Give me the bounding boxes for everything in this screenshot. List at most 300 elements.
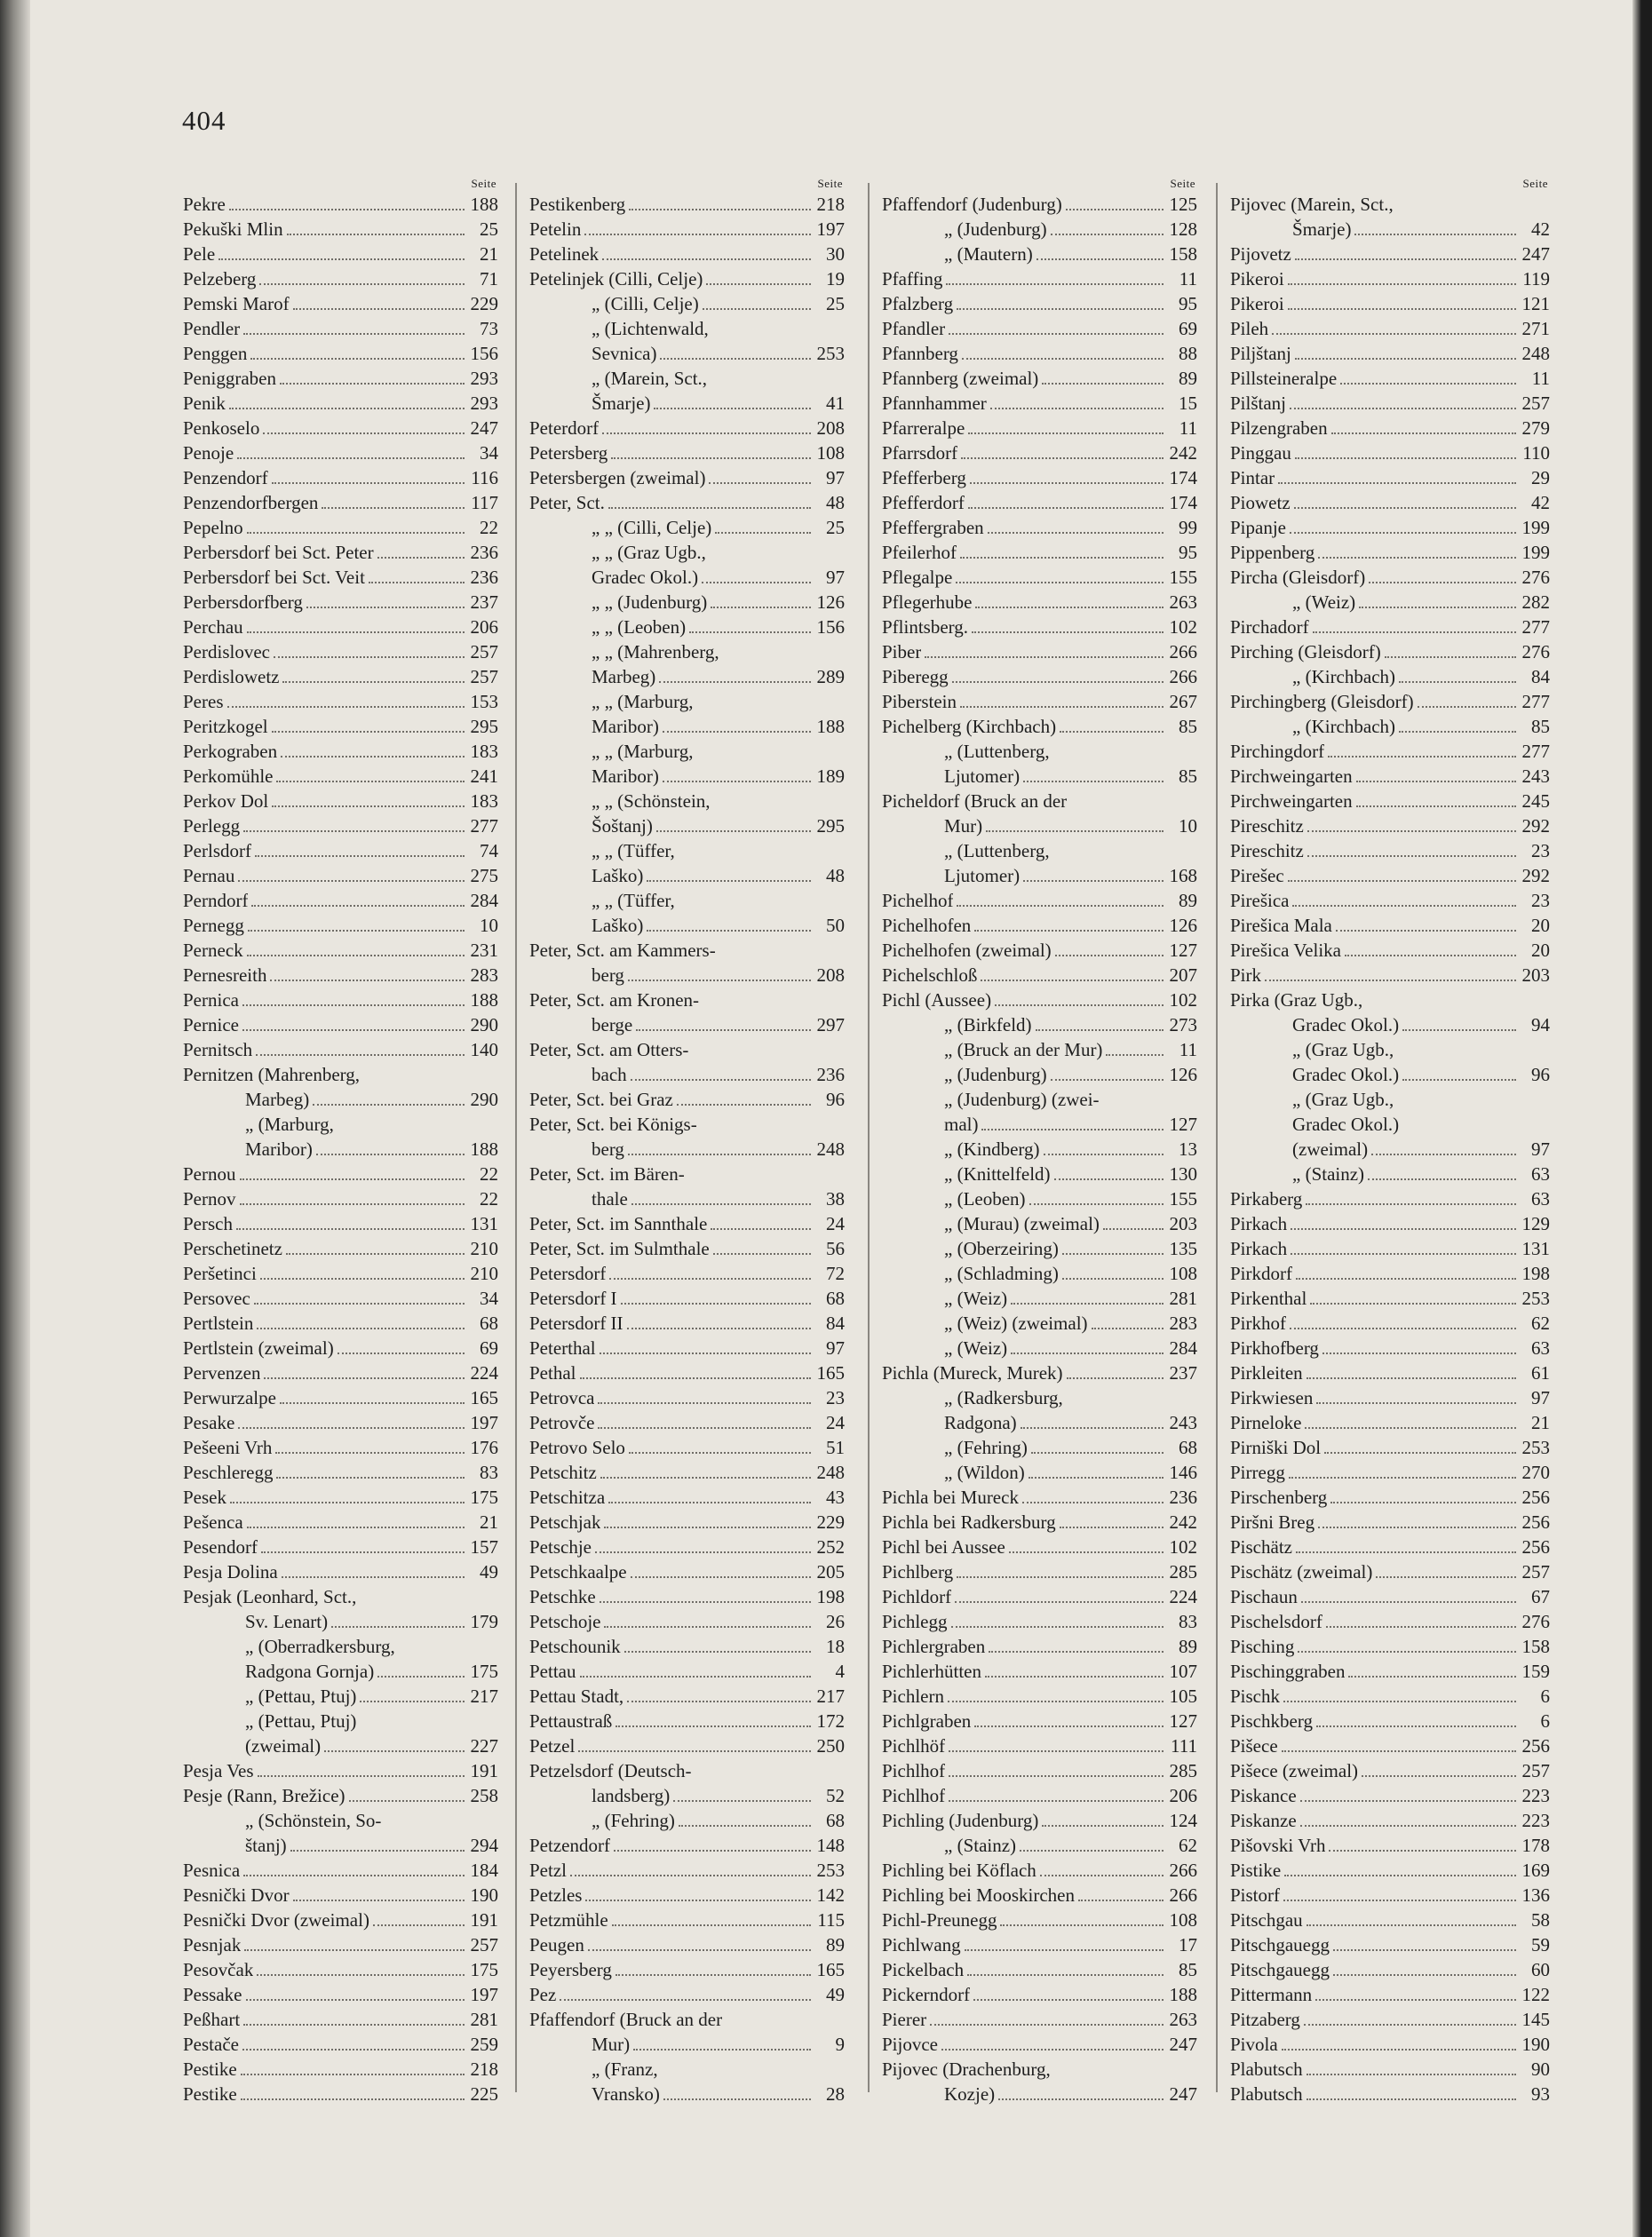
dot-leader <box>600 1600 811 1603</box>
index-entry <box>882 764 1197 789</box>
index-entry <box>183 1659 498 1684</box>
dot-leader <box>1368 1178 1516 1180</box>
entry-page-number: 85 <box>1531 716 1550 737</box>
index-entry <box>1230 1360 1550 1385</box>
dot-leader <box>373 1924 465 1926</box>
index-entry <box>882 217 1197 242</box>
dot-leader <box>1278 481 1516 484</box>
index-entry <box>882 938 1197 963</box>
entry-name: Pinggau <box>1230 442 1291 464</box>
index-entry <box>1230 988 1550 1012</box>
dot-leader <box>258 1774 465 1777</box>
dot-leader <box>377 556 465 559</box>
entry-name: Pirchingdorf <box>1230 741 1325 762</box>
index-entry <box>529 1510 845 1535</box>
index-entry <box>882 1311 1197 1336</box>
entry-page-number: 188 <box>1169 1984 1197 2005</box>
entry-name: Plabutsch <box>1230 2059 1303 2080</box>
index-entry <box>1230 1460 1550 1485</box>
index-entry <box>882 664 1197 689</box>
entry-name: „ „ (Cilli, Celje) <box>592 517 712 538</box>
entry-page-number: 83 <box>1179 1611 1197 1632</box>
index-entry <box>529 1634 845 1659</box>
entry-page-number: 25 <box>480 218 498 240</box>
index-entry <box>882 1236 1197 1261</box>
index-entry <box>1230 440 1550 465</box>
entry-name: Pesnjak <box>183 1934 242 1955</box>
dot-leader <box>703 307 811 310</box>
entry-name: Pfarreralpe <box>882 417 965 439</box>
dot-leader <box>1328 755 1516 758</box>
index-entry <box>183 1684 498 1709</box>
entry-page-number: 218 <box>816 194 845 215</box>
index-entry <box>882 1733 1197 1758</box>
index-entry <box>1230 1957 1550 1982</box>
entry-name: Pikeroi <box>1230 293 1284 314</box>
entry-name: „ „ (Graz Ugb., <box>592 542 706 563</box>
dot-leader <box>242 2048 465 2051</box>
dot-leader <box>1345 954 1516 956</box>
entry-page-number: 295 <box>816 815 845 837</box>
entry-page-number: 84 <box>1531 666 1550 687</box>
entry-name: Pichelhofen (zweimal) <box>882 940 1052 961</box>
entry-page-number: 102 <box>1169 989 1197 1011</box>
index-entry <box>882 590 1197 615</box>
dot-leader <box>274 655 465 658</box>
dot-leader <box>377 1675 465 1678</box>
entry-name: „ (Pettau, Ptuj) <box>245 1710 357 1732</box>
index-entry <box>882 1385 1197 1410</box>
entry-page-number: 248 <box>816 1138 845 1160</box>
index-entry <box>1230 664 1550 689</box>
entry-page-number: 267 <box>1169 691 1197 712</box>
entry-page-number: 247 <box>1521 243 1550 265</box>
entry-name: Pichlgraben <box>882 1710 972 1732</box>
entry-page-number: 97 <box>1531 1138 1550 1160</box>
entry-name: Pischätz (zweimal) <box>1230 1561 1373 1583</box>
entry-name: „ „ (Tüffer, <box>592 890 675 911</box>
dot-leader <box>338 1352 465 1354</box>
dot-leader <box>1044 1153 1164 1155</box>
entry-name: Pichelhofen <box>882 915 972 936</box>
dot-leader <box>1272 332 1516 335</box>
index-entry <box>529 515 845 540</box>
entry-name: Pitschgauegg <box>1230 1959 1330 1980</box>
dot-leader <box>973 1998 1164 2001</box>
dot-leader <box>1291 1252 1516 1255</box>
entry-page-number: 102 <box>1169 1536 1197 1558</box>
entry-name: Perbersdorfberg <box>183 591 303 613</box>
entry-name: Petschounik <box>529 1636 621 1657</box>
index-entry <box>882 963 1197 988</box>
entry-name: „ (Weiz) <box>944 1337 1008 1359</box>
index-entry <box>529 714 845 739</box>
entry-page-number: 15 <box>1179 393 1197 414</box>
dot-leader <box>349 1799 465 1802</box>
index-entry <box>183 2007 498 2032</box>
index-entry <box>183 192 498 217</box>
index-entry <box>529 1783 845 1808</box>
dot-leader <box>1284 1874 1516 1876</box>
index-entry <box>882 1559 1197 1584</box>
entry-page-number: 121 <box>1521 293 1550 314</box>
index-entry <box>529 266 845 291</box>
entry-name: Pertlstein (zweimal) <box>183 1337 334 1359</box>
index-entry <box>183 913 498 938</box>
dot-leader <box>1369 581 1516 583</box>
index-entry <box>529 689 845 714</box>
index-entry <box>1230 416 1550 440</box>
index-entry <box>882 1659 1197 1684</box>
dot-leader <box>1062 1277 1164 1280</box>
index-entry <box>529 863 845 888</box>
dot-leader <box>243 2023 465 2026</box>
index-entry <box>1230 615 1550 639</box>
dot-leader <box>250 357 465 360</box>
index-entry <box>183 789 498 813</box>
dot-leader <box>633 2048 811 2051</box>
entry-name: Pircha (Gleisdorf) <box>1230 567 1366 588</box>
dot-leader <box>598 1426 811 1429</box>
index-entry <box>882 988 1197 1012</box>
entry-page-number: 62 <box>1179 1835 1197 1856</box>
dot-leader <box>614 1849 811 1852</box>
dot-leader <box>713 1252 811 1255</box>
entry-page-number: 270 <box>1521 1462 1550 1483</box>
dot-leader <box>990 407 1164 409</box>
dot-leader <box>711 606 811 608</box>
dot-leader <box>604 1526 811 1528</box>
index-entry <box>882 1510 1197 1535</box>
dot-leader <box>957 904 1164 907</box>
dot-leader <box>1029 1476 1164 1479</box>
entry-name: Ljutomer) <box>944 865 1021 886</box>
dot-leader <box>941 2048 1164 2051</box>
entry-page-number: 253 <box>1521 1437 1550 1458</box>
entry-page-number: 156 <box>470 343 498 364</box>
dot-leader <box>1333 1948 1516 1951</box>
dot-leader <box>600 1476 811 1479</box>
entry-name: Pirchweingarten <box>1230 790 1353 812</box>
entry-page-number: 292 <box>1521 815 1550 837</box>
entry-name: „ „ (Leoben) <box>592 616 687 638</box>
dot-leader <box>293 307 465 310</box>
entry-page-number: 108 <box>816 442 845 464</box>
index-entry <box>1230 714 1550 739</box>
dot-leader <box>1288 282 1516 285</box>
index-entry <box>1230 1609 1550 1634</box>
entry-name: „ (Bruck an der Mur) <box>944 1039 1103 1060</box>
entry-page-number: 95 <box>1179 293 1197 314</box>
entry-page-number: 242 <box>1169 1511 1197 1533</box>
entry-name: Penkoselo <box>183 417 260 439</box>
index-entry <box>183 291 498 316</box>
dot-leader <box>578 1749 811 1752</box>
entry-name: Pesnica <box>183 1860 241 1881</box>
dot-leader <box>1036 1028 1164 1031</box>
entry-name: Piber <box>882 641 922 662</box>
index-entry <box>529 764 845 789</box>
entry-page-number: 297 <box>816 1014 845 1035</box>
entry-page-number: 108 <box>1169 1263 1197 1284</box>
entry-name: Peterthal <box>529 1337 596 1359</box>
dot-leader <box>1282 1749 1516 1752</box>
index-entry <box>1230 465 1550 490</box>
entry-name: Pernica <box>183 989 239 1011</box>
index-entry <box>183 1982 498 2007</box>
entry-name: berg <box>592 1138 624 1160</box>
entry-name: Peugen <box>529 1934 584 1955</box>
entry-page-number: 157 <box>470 1536 498 1558</box>
index-entry <box>529 490 845 515</box>
dot-leader <box>286 1252 465 1255</box>
entry-name: Perbersdorf bei Sct. Veit <box>183 567 365 588</box>
entry-page-number: 242 <box>1169 442 1197 464</box>
dot-leader <box>974 1725 1164 1727</box>
dot-leader <box>1060 1526 1164 1528</box>
index-entry <box>1230 1137 1550 1162</box>
dot-leader <box>1356 805 1516 807</box>
entry-page-number: 126 <box>1169 915 1197 936</box>
dot-leader <box>1399 680 1516 683</box>
dot-leader <box>251 904 465 907</box>
entry-name: Pfeilerhof <box>882 542 957 563</box>
index-entry <box>183 1137 498 1162</box>
dot-leader <box>1282 2048 1516 2051</box>
entry-page-number: 205 <box>816 1561 845 1583</box>
dot-leader <box>957 307 1164 310</box>
entry-name: Pireschitz <box>1230 815 1304 837</box>
index-entry <box>882 888 1197 913</box>
index-entry <box>183 440 498 465</box>
entry-page-number: 89 <box>1179 368 1197 389</box>
seite-header: Seite <box>817 177 843 190</box>
dot-leader <box>1307 2073 1516 2075</box>
entry-name: Pipanje <box>1230 517 1286 538</box>
index-entry <box>529 217 845 242</box>
index-entry <box>529 1311 845 1336</box>
index-entry <box>882 192 1197 217</box>
index-entry <box>1230 739 1550 764</box>
dot-leader <box>616 1725 811 1727</box>
entry-page-number: 74 <box>480 840 498 861</box>
entry-page-number: 155 <box>1169 1188 1197 1210</box>
dot-leader <box>673 1799 811 1802</box>
entry-page-number: 165 <box>470 1387 498 1408</box>
entry-page-number: 207 <box>1169 964 1197 986</box>
seite-header: Seite <box>471 177 496 190</box>
entry-name: Pešeeni Vrh <box>183 1437 273 1458</box>
index-entry <box>1230 1112 1550 1137</box>
dot-leader <box>260 1277 465 1280</box>
entry-name: Pesja Ves <box>183 1760 254 1781</box>
entry-list <box>529 192 845 2106</box>
entry-name: Pettau <box>529 1661 576 1682</box>
dot-leader <box>282 680 465 683</box>
entry-page-number: 197 <box>816 218 845 240</box>
index-entry <box>1230 1559 1550 1584</box>
entry-name: Pisching <box>1230 1636 1295 1657</box>
dot-leader <box>962 357 1164 360</box>
entry-page-number: 273 <box>1169 1014 1197 1035</box>
index-entry <box>529 416 845 440</box>
entry-name: „ (Kindberg) <box>944 1138 1040 1160</box>
index-entry <box>529 1833 845 1858</box>
entry-page-number: 83 <box>480 1462 498 1483</box>
dot-leader <box>1300 1824 1516 1827</box>
index-entry <box>529 1087 845 1112</box>
entry-name: Gradec Okol.) <box>1292 1114 1400 1135</box>
index-entry <box>882 291 1197 316</box>
index-entry <box>882 316 1197 341</box>
entry-page-number: 23 <box>1531 840 1550 861</box>
index-entry <box>183 764 498 789</box>
index-entry <box>183 1584 498 1609</box>
entry-name: Pesendorf <box>183 1536 258 1558</box>
entry-page-number: 71 <box>480 268 498 290</box>
index-entry <box>529 2082 845 2106</box>
dot-leader <box>1399 730 1516 733</box>
index-entry <box>1230 639 1550 664</box>
entry-name: Pichlberg <box>882 1561 954 1583</box>
entry-name: Petersdorf <box>529 1263 607 1284</box>
index-entry <box>882 1286 1197 1311</box>
entry-page-number: 89 <box>1179 1636 1197 1657</box>
dot-leader <box>659 680 811 683</box>
dot-leader <box>1307 854 1516 857</box>
entry-name: Pichlergraben <box>882 1636 986 1657</box>
entry-page-number: 135 <box>1169 1238 1197 1259</box>
entry-name: Pirregg <box>1230 1462 1285 1483</box>
entry-name: „ (Judenburg) <box>944 218 1047 240</box>
index-entry <box>529 440 845 465</box>
index-entry <box>1230 1162 1550 1186</box>
dot-leader <box>1031 1451 1164 1454</box>
entry-page-number: 223 <box>1521 1810 1550 1831</box>
index-entry <box>183 1783 498 1808</box>
entry-page-number: 131 <box>1521 1238 1550 1259</box>
index-entry <box>1230 1758 1550 1783</box>
entry-page-number: 38 <box>826 1188 845 1210</box>
entry-name: Pirešica Mala <box>1230 915 1332 936</box>
entry-name: Ljutomer) <box>944 765 1021 787</box>
dot-leader <box>1326 1625 1516 1628</box>
index-entry <box>183 1733 498 1758</box>
entry-page-number: 17 <box>1179 1934 1197 1955</box>
entry-name: Pfaffendorf (Bruck an der <box>529 2009 723 2030</box>
index-entry <box>882 266 1197 291</box>
index-entry <box>183 664 498 689</box>
dot-leader <box>988 531 1164 534</box>
entry-name: Pervenzen <box>183 1362 261 1384</box>
dot-leader <box>1092 1327 1164 1329</box>
entry-name: Pestače <box>183 2034 239 2055</box>
dot-leader <box>1330 1501 1516 1503</box>
index-entry <box>529 1012 845 1037</box>
index-entry <box>529 1435 845 1460</box>
entry-page-number: 23 <box>826 1387 845 1408</box>
index-entry <box>1230 1584 1550 1609</box>
entry-page-number: 281 <box>470 2009 498 2030</box>
entry-name: Pettaustraß <box>529 1710 613 1732</box>
dot-leader <box>647 929 811 932</box>
index-entry <box>529 1485 845 1510</box>
entry-name: Pilzengraben <box>1230 417 1328 439</box>
entry-page-number: 253 <box>816 1860 845 1881</box>
index-entry <box>183 565 498 590</box>
entry-page-number: 190 <box>470 1884 498 1906</box>
dot-leader <box>709 481 811 484</box>
entry-page-number: 199 <box>1521 542 1550 563</box>
entry-name: Peterdorf <box>529 417 600 439</box>
entry-name: „ „ (Mahrenberg, <box>592 641 719 662</box>
index-entry <box>1230 540 1550 565</box>
entry-name: „ (Oberradkersburg, <box>245 1636 395 1657</box>
entry-name: mal) <box>944 1114 979 1135</box>
entry-name: Peschleregg <box>183 1462 274 1483</box>
entry-page-number: 188 <box>470 989 498 1011</box>
index-entry <box>1230 2057 1550 2082</box>
entry-name: Pillsteineralpe <box>1230 368 1338 389</box>
entry-page-number: 127 <box>1169 1114 1197 1135</box>
index-entry <box>183 1435 498 1460</box>
index-entry <box>529 1037 845 1062</box>
dot-leader <box>949 1774 1164 1777</box>
index-entry <box>882 1037 1197 1062</box>
entry-name: Picheldorf (Bruck an der <box>882 790 1068 812</box>
entry-page-number: 206 <box>470 616 498 638</box>
index-entry <box>882 813 1197 838</box>
index-entry <box>1230 1062 1550 1087</box>
index-entry <box>183 639 498 664</box>
index-entry <box>183 217 498 242</box>
index-entry <box>529 1162 845 1186</box>
entry-page-number: 127 <box>1169 1710 1197 1732</box>
dot-leader <box>654 407 811 409</box>
index-entry <box>183 1908 498 1932</box>
entry-name: Pestike <box>183 2059 237 2080</box>
dot-leader <box>998 2098 1164 2100</box>
dot-leader <box>316 1153 465 1155</box>
dot-leader <box>1354 233 1516 235</box>
dot-leader <box>968 506 1164 509</box>
index-entry <box>1230 838 1550 863</box>
dot-leader <box>975 606 1164 608</box>
entry-page-number: 6 <box>1540 1686 1550 1707</box>
entry-name: „ (Weiz) (zweimal) <box>944 1313 1088 1334</box>
index-entry <box>1230 590 1550 615</box>
entry-page-number: 41 <box>826 393 845 414</box>
entry-page-number: 237 <box>470 591 498 613</box>
index-column-1 <box>183 176 498 2106</box>
dot-leader <box>948 1700 1164 1702</box>
dot-leader <box>598 1401 811 1404</box>
index-entry <box>1230 938 1550 963</box>
index-entry <box>529 1261 845 1286</box>
index-entry <box>1230 2007 1550 2032</box>
index-entry <box>529 565 845 590</box>
index-entry <box>183 1535 498 1559</box>
entry-page-number: 283 <box>1169 1313 1197 1334</box>
dot-leader <box>949 1799 1164 1802</box>
entry-name: Petschke <box>529 1586 596 1607</box>
entry-page-number: 175 <box>470 1487 498 1508</box>
entry-page-number: 256 <box>1521 1735 1550 1757</box>
index-entry <box>1230 1485 1550 1510</box>
index-column-3 <box>882 176 1197 2106</box>
entry-name: Pirneloke <box>1230 1412 1302 1433</box>
entry-name: „ (Oberzeiring) <box>944 1238 1059 1259</box>
